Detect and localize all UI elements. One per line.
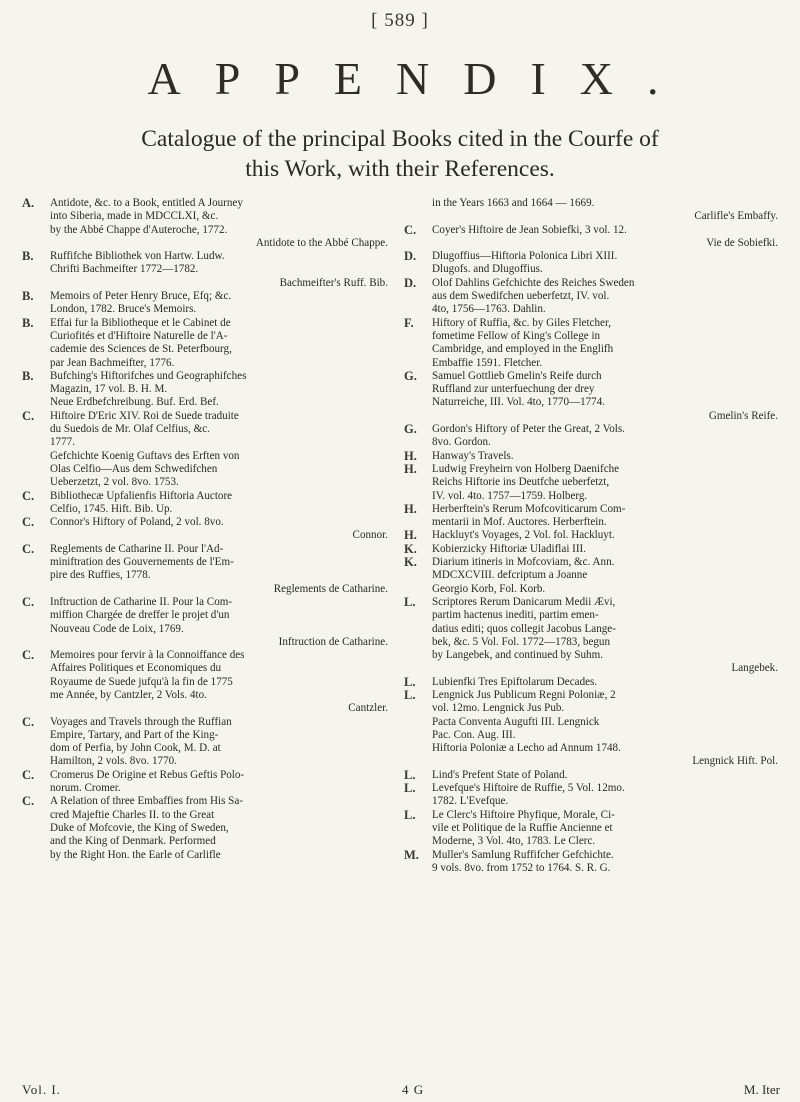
entry-line: Lind's Prefent State of Poland. — [432, 768, 568, 781]
entry-letter: C. — [22, 714, 35, 729]
catalogue-entry — [22, 490, 394, 517]
catalogue-entry — [22, 649, 394, 715]
entry-line: Lengnick Hift. Pol. — [692, 755, 778, 768]
catalogue-entry — [22, 596, 394, 649]
entry-line: Neue Erdbefchreibung. Buf. Erd. Bef. — [50, 396, 219, 409]
catalogue-entry — [22, 516, 394, 543]
entry-letter: H. — [404, 448, 417, 463]
catalogue-entry — [22, 410, 394, 490]
entry-line: Kobierzicky Hiftoriæ Uladiflai III. — [432, 542, 587, 555]
entry-line: Hamilton, 2 vols. 8vo. 1770. — [50, 755, 177, 768]
entry-line: pire des Ruffies, 1778. — [50, 569, 151, 582]
entry-line: Scriptores Rerum Danicarum Medii Ævi, — [432, 595, 616, 608]
entry-letter: G. — [404, 422, 417, 437]
entry-line: Empire, Tartary, and Part of the King- — [50, 728, 219, 741]
entry-line: 1782. L'Evefque. — [432, 795, 509, 808]
entry-letter: L. — [404, 674, 416, 689]
entry-line: in the Years 1663 and 1664 — 1669. — [432, 197, 595, 209]
entry-line: Moderne, 3 Vol. 4to, 1783. Le Clerc. — [432, 835, 596, 848]
entry-letter: L. — [404, 767, 416, 782]
entry-line: Herberftein's Rerum Mofcoviticarum Com- — [432, 502, 626, 515]
entry-line: Curiofités et d'Hiftoire Naturelle de l'A- — [50, 329, 228, 342]
page-number: [ 589 ] — [371, 10, 429, 31]
entry-line: Effai fur la Bibliotheque et le Cabinet de — [50, 316, 231, 329]
entry-letter: C. — [22, 515, 35, 530]
entry-line: Georgio Korb, Fol. Korb. — [432, 582, 546, 595]
entry-line: Inftruction de Catharine. — [278, 635, 388, 648]
entry-line: Embaffie 1591. Fletcher. — [432, 356, 543, 369]
entry-line: Olof Dahlins Gefchichte des Reiches Sweden — [432, 276, 635, 289]
entry-line: MDCXCVIII. defcriptum a Joanne — [432, 569, 588, 582]
catalogue-entry — [404, 503, 784, 530]
catalogue-entry — [404, 450, 784, 463]
catalogue-heading-line-2: this Work, with their References. — [245, 156, 555, 182]
catalogue-entry — [404, 782, 784, 809]
entry-letter: L. — [404, 781, 416, 796]
entry-letter: B. — [22, 315, 34, 330]
entry-line: A Relation of three Embaffies from His Sa- — [50, 795, 243, 808]
entry-line: Dlugofs. and Dlugoffius. — [432, 263, 543, 276]
catalogue-entry — [404, 370, 784, 423]
entry-line: Chrifti Bachmeifter 1772—1782. — [50, 263, 199, 276]
entry-line: Nouveau Code de Loix, 1769. — [50, 622, 184, 635]
entry-letter: C. — [22, 488, 35, 503]
entry-line: by the Right Hon. the Earle of Carlifle — [50, 848, 221, 861]
entry-letter: G. — [404, 368, 417, 383]
entry-line: Memoirs of Peter Henry Bruce, Efq; &c. — [50, 290, 232, 303]
entry-line: dom of Perfia, by John Cook, M. D. at — [50, 742, 221, 755]
catalogue-entry — [404, 529, 784, 542]
entry-letter: D. — [404, 249, 417, 264]
entry-line: Connor's Hiftory of Poland, 2 vol. 8vo. — [50, 516, 224, 529]
entry-letter: B. — [22, 289, 34, 304]
entry-line: bek, &c. 5 Vol. Fol. 1772—1783, begun — [432, 635, 611, 648]
entry-letter: C. — [22, 794, 35, 809]
entry-line: Lengnick Jus Publicum Regni Poloniæ, 2 — [432, 688, 616, 701]
entry-letter: D. — [404, 275, 417, 290]
entry-line: Reichs Hiftorie ins Deutfche ueberfetzt, — [432, 476, 610, 489]
catalogue-entry — [22, 769, 394, 796]
entry-line: by Langebek, and continued by Suhm. — [432, 649, 603, 662]
catalogue-entry — [22, 795, 394, 861]
catalogue-entry — [404, 849, 784, 876]
entry-line: Ludwig Freyheirn von Holberg Daenifche — [432, 462, 620, 475]
entry-line: Le Clerc's Hiftoire Phyfique, Morale, Ci- — [432, 808, 615, 821]
entry-line: Antidote to the Abbé Chappe. — [255, 236, 388, 249]
entry-line: mentarii in Mof. Auctores. Herberftein. — [432, 516, 607, 529]
catalogue-entry — [404, 596, 784, 676]
entry-line: Carlifle's Embaffy. — [694, 210, 778, 223]
catalogue-entry — [22, 290, 394, 317]
entry-letter: C. — [22, 594, 35, 609]
entry-line: into Siberia, made in MDCCLXI, &c. — [50, 210, 219, 223]
entry-line: miffion Chargée de dreffer le projet d'un — [50, 609, 230, 622]
catalogue-entry — [404, 809, 784, 849]
catalogue-entry — [404, 197, 784, 224]
catalogue-entry — [404, 689, 784, 769]
catalogue-entry — [404, 317, 784, 370]
entry-line: Memoires pour fervir à la Connoiffance des — [50, 649, 245, 662]
entry-line: Cantzler. — [348, 702, 388, 715]
catalogue-entry — [22, 370, 394, 410]
entry-line: Celfio, 1745. Hift. Bib. Up. — [50, 502, 173, 515]
entry-line: Gefchichte Koenig Guftavs des Erften von — [50, 449, 240, 462]
entry-line: Affaires Politiques et Economiques du — [50, 662, 222, 675]
entry-line: Reglements de Catharine. — [273, 582, 388, 595]
entry-line: Hanway's Travels. — [432, 449, 514, 462]
entry-line: Voyages and Travels through the Ruffian — [50, 715, 232, 728]
entry-line: Hiftory of Ruffia, &c. by Giles Fletcher, — [432, 316, 611, 329]
catchword: M. Iter — [743, 1082, 780, 1097]
right-column — [404, 197, 784, 875]
entry-line: Cromerus De Origine et Rebus Geftis Polo- — [50, 768, 245, 781]
catalogue-entry — [404, 463, 784, 503]
entry-letter: H. — [404, 501, 417, 516]
entry-letter: L. — [404, 687, 416, 702]
entry-line: Ueberzetzt, 2 vol. 8vo. 1753. — [50, 476, 179, 489]
catalogue-entry — [404, 423, 784, 450]
entry-letter: L. — [404, 807, 416, 822]
entry-line: IV. vol. 4to. 1757—1759. Holberg. — [432, 489, 588, 502]
entry-line: par Jean Bachmeifter, 1776. — [50, 356, 175, 369]
entry-line: Coyer's Hiftoire de Jean Sobiefki, 3 vol. 12. — [432, 223, 627, 236]
entry-letter: H. — [404, 528, 417, 543]
entry-line: Bibliothecæ Upfalienfis Hiftoria Auctore — [50, 489, 233, 502]
entry-letter: C. — [22, 541, 35, 556]
entry-line: cademie des Sciences de St. Peterfbourg, — [50, 343, 232, 356]
catalogue-entry — [22, 543, 394, 596]
entry-line: Lubienfki Tres Epiftolarum Decades. — [432, 675, 598, 688]
entry-line: Magazin, 17 vol. B. H. M. — [50, 383, 168, 396]
catalogue-entry — [22, 716, 394, 769]
entry-line: norum. Cromer. — [50, 782, 121, 795]
entry-line: London, 1782. Bruce's Memoirs. — [50, 303, 197, 316]
entry-line: Langebek. — [731, 662, 778, 675]
catalogue-heading-line-1: Catalogue of the principal Books cited in the Courfe of — [141, 126, 659, 152]
entry-letter: C. — [22, 648, 35, 663]
catalogue-entry — [404, 250, 784, 277]
catalogue-entry — [404, 556, 784, 596]
entry-letter: F. — [404, 315, 414, 330]
entry-line: Hiftoire D'Eric XIV. Roi de Suede traduite — [50, 409, 239, 422]
entry-line: Dlugoffius—Hiftoria Polonica Libri XIII. — [432, 250, 618, 263]
catalogue-entry — [404, 277, 784, 317]
entry-line: Gordon's Hiftory of Peter the Great, 2 Vols. — [432, 423, 625, 436]
entry-letter: K. — [404, 541, 417, 556]
catalogue-entry — [404, 224, 784, 251]
volume-footer: Vol. I. — [22, 1082, 61, 1097]
catalogue-entry — [404, 769, 784, 782]
entry-line: Royaume de Suede jufqu'à la fin de 1775 — [50, 675, 233, 688]
entry-line: miniftration des Gouvernements de l'Em- — [50, 556, 234, 569]
entry-line: aus dem Swedifchen ueberfetzt, IV. vol. — [432, 290, 610, 303]
entry-line: cred Majeftie Charles II. to the Great — [50, 808, 215, 821]
entry-letter: H. — [404, 461, 417, 476]
entry-line: Vie de Sobiefki. — [706, 236, 778, 249]
entry-line: Ruffland zur unterfuechung der drey — [432, 383, 595, 396]
entry-line: vol. 12mo. Lengnick Jus Pub. — [432, 702, 565, 715]
entry-line: Levefque's Hiftoire de Ruffie, 5 Vol. 12mo. — [432, 782, 625, 795]
catalogue-entry — [404, 676, 784, 689]
entry-line: du Suedois de Mr. Olaf Celfius, &c. — [50, 423, 210, 436]
entry-line: fometime Fellow of King's College in — [432, 329, 601, 342]
appendix-title: APPENDIX. — [147, 53, 693, 104]
entry-letter: B. — [22, 368, 34, 383]
catalogue-entry — [404, 543, 784, 556]
entry-line: partim hactenus inediti, partim emen- — [432, 609, 599, 622]
entry-line: Reglements de Catharine II. Pour l'Ad- — [50, 542, 224, 555]
entry-letter: B. — [22, 249, 34, 264]
entry-letter: C. — [22, 408, 35, 423]
entry-letter: K. — [404, 555, 417, 570]
entry-line: by the Abbé Chappe d'Auteroche, 1772. — [50, 223, 228, 236]
entry-line: datius editi; quos collegit Jacobus Lange- — [432, 622, 616, 635]
entry-line: Hackluyt's Voyages, 2 Vol. fol. Hackluyt. — [432, 529, 615, 542]
entry-line: Muller's Samlung Ruffifcher Gefchichte. — [432, 848, 614, 861]
left-column — [22, 197, 394, 862]
entry-line: Hiftoria Poloniæ a Lecho ad Annum 1748. — [432, 742, 621, 755]
entry-line: me Année, by Cantzler, 2 Vols. 4to. — [50, 688, 207, 701]
entry-line: Olas Celfio—Aus dem Schwedifchen — [50, 462, 218, 475]
catalogue-entry — [22, 250, 394, 290]
entry-letter: L. — [404, 594, 416, 609]
entry-line: Bufching's Hiftorifches und Geographifches — [50, 369, 247, 382]
entry-line: Gmelin's Reife. — [708, 409, 778, 422]
entry-letter: C. — [404, 222, 417, 237]
entry-line: and the King of Denmark. Performed — [50, 835, 216, 848]
entry-line: Naturreiche, III. Vol. 4to, 1770—1774. — [432, 396, 606, 409]
signature-mark: 4 G — [402, 1082, 425, 1097]
entry-line: Cambridge, and employed in the Englifh — [432, 343, 614, 356]
entry-letter: C. — [22, 767, 35, 782]
entry-line: Samuel Gottlieb Gmelin's Reife durch — [432, 369, 602, 382]
entry-line: 8vo. Gordon. — [432, 436, 491, 449]
entry-line: Duke of Mofcovie, the King of Sweden, — [50, 821, 229, 834]
entry-line: Connor. — [352, 529, 388, 542]
entry-line: Inftruction de Catharine II. Pour la Com- — [50, 595, 233, 608]
entry-line: Ruffifche Bibliothek von Hartw. Ludw. — [50, 250, 225, 263]
catalogue-entry — [22, 317, 394, 370]
entry-line: 4to, 1756—1763. Dahlin. — [432, 303, 546, 316]
entry-letter: A. — [22, 196, 35, 210]
entry-line: Pacta Conventa Augufti III. Lengnick — [432, 715, 600, 728]
catalogue-entry — [22, 197, 394, 250]
entry-line: 9 vols. 8vo. from 1752 to 1764. S. R. G. — [432, 861, 611, 874]
entry-letter: M. — [404, 847, 419, 862]
entry-line: Pac. Con. Aug. III. — [432, 728, 516, 741]
entry-line: vile et Politique de la Ruffie Ancienne et — [432, 821, 613, 834]
entry-line: Bachmeifter's Ruff. Bib. — [279, 276, 388, 289]
entry-line: Diarium itineris in Mofcoviam, &c. Ann. — [432, 556, 615, 569]
entry-line: Antidote, &c. to a Book, entitled A Journey — [50, 197, 243, 209]
entry-line: 1777. — [50, 436, 75, 449]
